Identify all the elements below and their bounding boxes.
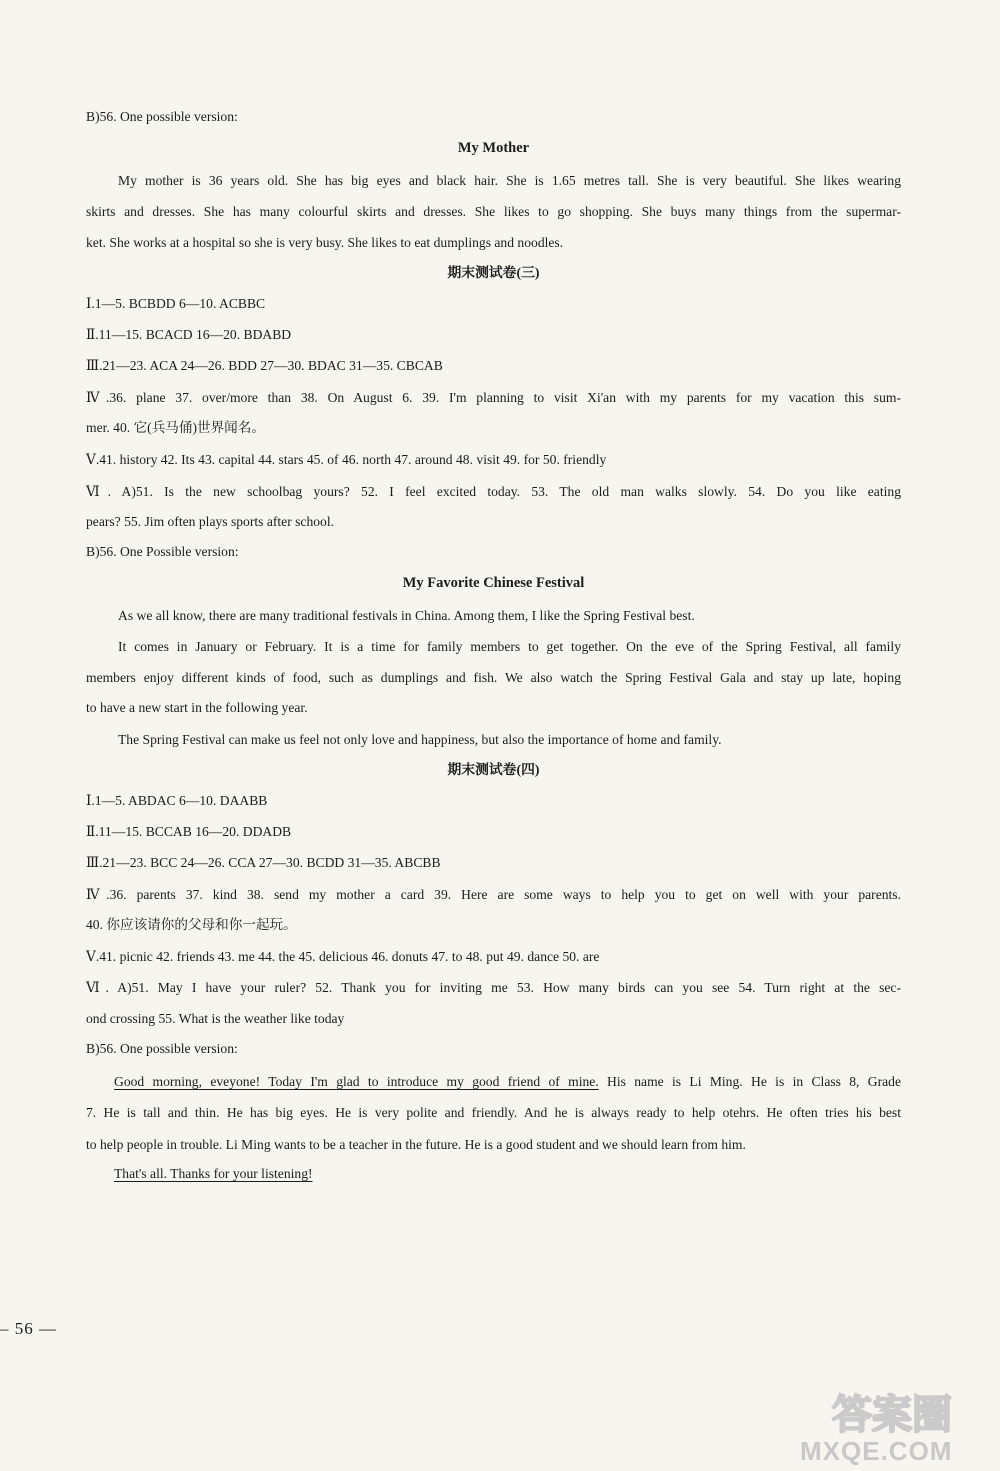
answer-line: Ⅴ.41. picnic 42. friends 43. me 44. the 45. delicious 46. donuts 47. to 48. put 49. dance 50. are: [86, 949, 600, 964]
essay-line: ket. She works at a hospital so she is very busy. She likes to eat dumplings and noodles.: [86, 235, 564, 250]
answer-line: ond crossing 55. What is the weather like today: [86, 1011, 345, 1026]
watermark: [790, 1388, 990, 1468]
essay-line: skirts and dresses. She has many colourful skirts and dresses. She likes to go shopping. She buys many things from the supermar-: [86, 204, 901, 219]
essay-line: As we all know, there are many traditional festivals in China. Among them, I like the Spring Festival best.: [118, 608, 695, 623]
essay-line: members enjoy different kinds of food, such as dumplings and fish. We also watch the Spring Festival Gala and stay up late, hoping: [86, 670, 901, 685]
section-b-label: B)56. One Possible version:: [86, 544, 239, 559]
essay-line: My mother is 36 years old. She has big eyes and black hair. She is 1.65 metres tall. She is very beautiful. She likes wearing: [118, 173, 901, 188]
section-b-label: B)56. One possible version:: [86, 1041, 238, 1056]
answer-line: Ⅱ.11—15. BCACD 16—20. BDABD: [86, 327, 292, 342]
essay-text: His name is Li Ming. He is in Class 8, Grade: [598, 1074, 901, 1089]
answer-line: Ⅴ.41. history 42. Its 43. capital 44. stars 45. of 46. north 47. around 48. visit 49. for 50. friendly: [86, 452, 607, 467]
essay-title-festival: My Favorite Chinese Festival: [402, 575, 585, 591]
answer-line: pears? 55. Jim often plays sports after school.: [86, 514, 335, 529]
section-b-label: B)56. One possible version:: [86, 109, 238, 124]
test-heading-3: 期末测试卷(三): [447, 265, 540, 280]
essay-line: It comes in January or February. It is a time for family members to get together. On the eve of the Spring Festival, all family: [118, 639, 901, 654]
answer-line: Ⅰ.1—5. BCBDD 6—10. ACBBC: [86, 296, 266, 311]
answer-line: Ⅵ. A)51. May I have your ruler? 52. Thank you for inviting me 53. How many birds can you see 54. Turn right at the sec-: [86, 980, 901, 995]
page-number: – 56 —: [0, 1319, 57, 1338]
answer-line: Ⅰ.1—5. ABDAC 6—10. DAABB: [86, 793, 268, 808]
answer-line: Ⅳ.36. parents 37. kind 38. send my mother a card 39. Here are some ways to help you to get on well with your parents.: [86, 887, 901, 902]
answer-line: Ⅱ.11—15. BCCAB 16—20. DDADB: [86, 824, 292, 839]
essay-line: to have a new start in the following year.: [86, 700, 308, 715]
answer-line: Ⅲ.21—23. ACA 24—26. BDD 27—30. BDAC 31—35. CBCAB: [86, 358, 443, 373]
watermark-site: MXQE.COM: [800, 1436, 953, 1466]
answer-line: Ⅳ.36. plane 37. over/more than 38. On August 6. 39. I'm planning to visit Xi'an with my parents for my vacation this sum-: [86, 390, 901, 405]
essay-line: The Spring Festival can make us feel not only love and happiness, but also the importance of home and family.: [118, 732, 722, 747]
watermark-logo-icon: [830, 1388, 980, 1436]
answer-line: Ⅲ.21—23. BCC 24—26. CCA 27—30. BCDD 31—35. ABCBB: [86, 855, 441, 870]
essay-line: [114, 1075, 901, 1089]
watermark-logo-text: 答案圈: [832, 1392, 952, 1436]
underlined-phrase: Good morning, eveyone! Today I'm glad to introduce my good friend of mine.: [114, 1074, 599, 1089]
essay-line: to help people in trouble. Li Ming wants to be a teacher in the future. He is a good student and we should learn from him.: [86, 1137, 746, 1152]
answer-line: mer. 40. 它(兵马俑)世界闻名。: [86, 420, 265, 435]
test-heading-4: 期末测试卷(四): [447, 762, 540, 777]
essay-line: 7. He is tall and thin. He has big eyes. He is very polite and friendly. And he is always ready to help otehrs. He often tries his best: [86, 1105, 901, 1120]
answer-line: 40. 你应该请你的父母和你一起玩。: [86, 917, 297, 932]
essay-title-my-mother: My Mother: [457, 140, 530, 156]
answer-line: Ⅵ. A)51. Is the new schoolbag yours? 52. I feel excited today. 53. The old man walks slowly. 54. Do you like eating: [86, 484, 901, 499]
essay-closing: That's all. Thanks for your listening!: [114, 1166, 313, 1181]
